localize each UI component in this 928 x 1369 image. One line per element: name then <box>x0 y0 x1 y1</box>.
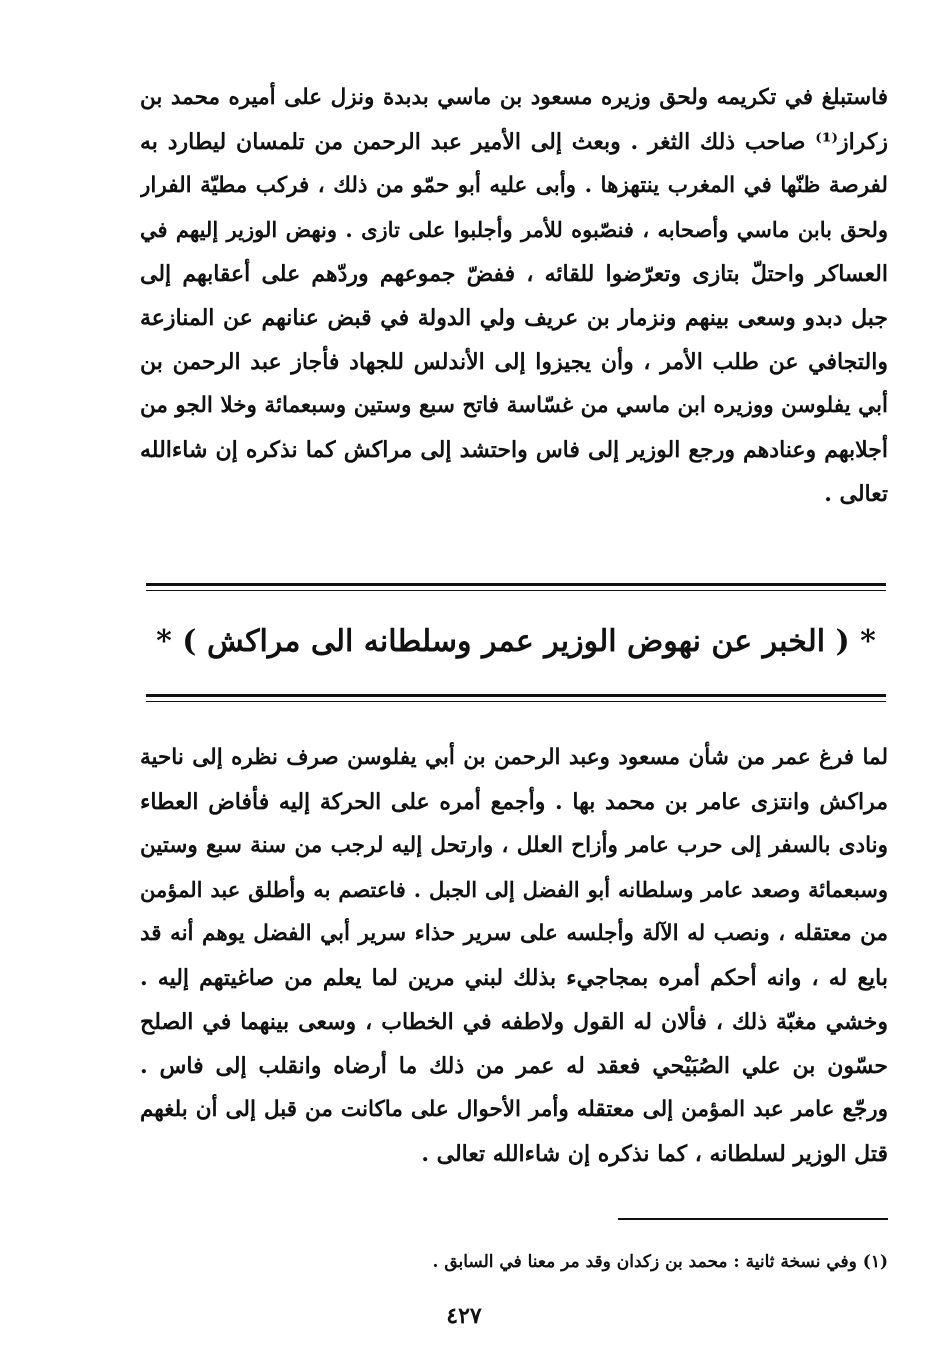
text-line: بايع له ، وانه أحكم أمره بمجاجيء بذلك لبني مرين لما يعلم من صاغيتهم إليه . <box>140 965 888 991</box>
text-line: ورجّع عامر عبد المؤمن إلى معتقله وأمر الأحوال على ماكانت من قبل إلى أن بلغهم <box>140 1097 888 1122</box>
footnote: (١) وفي نسخة ثانية : محمد بن زكدان وقد مر معنا في السابق . <box>432 1252 888 1272</box>
text-line: وخشي مغبّة ذلك ، فألان له القول ولاطفه في الخطاب ، وسعى بينهما في الصلح <box>140 1009 888 1035</box>
page-number: ٤٢٧ <box>446 1303 482 1329</box>
paragraph-1 <box>140 76 888 516</box>
text-line: والتجافي عن طلب الأمر ، وأن يجيزوا إلى الأندلس للجهاد فأجاز عبد الرحمن بن <box>140 349 888 375</box>
text-line: فاستبلغ في تكريمه ولحق وزيره مسعود بن ماسي بدبدة ونزل على أميره محمد بن <box>140 85 888 110</box>
footnote-rule <box>618 1218 888 1220</box>
text-line: ونادى بالسفر إلى حرب عامر وأزاح العلل ، وارتحل إليه لرجب من سنة سبع وستين <box>140 833 888 858</box>
text-line: لما فرغ عمر من شأن مسعود وعبد الرحمن بن أبي يفلوسن صرف نظره إلى ناحية <box>140 745 888 770</box>
heading-rule-top <box>146 583 886 591</box>
text-line: وسبعمائة وصعد عامر وسلطانه أبو الفضل إلى الجبل . فاعتصم به وأطلق عبد المؤمن <box>140 877 888 902</box>
heading-rule-bottom <box>146 694 886 702</box>
text-line: جبل دبدو وسعى بينهم ونزمار بن عريف ولي الدولة في قبض عنانهم عن المنازعة <box>140 305 888 331</box>
text-line: حسّون بن علي الصُبَيْحي فعقد له عمر من ذلك ما أرضاه وانقلب إلى فاس . <box>140 1053 888 1079</box>
text-line: تعالى . <box>824 481 888 507</box>
paragraph-2 <box>140 736 888 1176</box>
text-line: من معتقله ، ونصب له الآلة وأجلسه على سرير حذاء سرير أبي الفضل يوهم أنه قد <box>140 921 888 946</box>
section-heading: * ( الخبر عن نهوض الوزير عمر وسلطانه الى مراكش ) * <box>156 624 876 659</box>
text-line: زكراز⁽¹⁾ صاحب ذلك الثغر . وبعث إلى الأمير عبد الرحمن من تلمسان ليطارد به <box>140 129 888 155</box>
text-line: مراكش وانتزى عامر بن محمد بها . وأجمع أمره على الحركة إليه فأفاض العطاء <box>140 789 888 815</box>
text-line: ولحق بابن ماسي وأصحابه ، فنصّبوه للأمر وأجلبوا على تازى . ونهض الوزير إليهم في <box>140 217 888 242</box>
text-line: أجلابهم وعنادهم ورجع الوزير إلى فاس واحتشد إلى مراكش كما نذكره إن شاءالله <box>140 437 888 463</box>
text-line: أبي يفلوسن ووزيره ابن ماسي من غسّاسة فاتح سبع وستين وسبعمائة وخلا الجو من <box>140 393 888 418</box>
text-line: قتل الوزير لسلطانه ، كما نذكره إن شاءالله تعالى . <box>421 1141 888 1167</box>
text-line: العساكر واحتلّ بتازى وتعرّضوا للقائه ، ففضّ جموعهم وردّهم على أعقابهم إلى <box>140 261 888 287</box>
text-line: لفرصة ظنّها في المغرب ينتهزها . وأبى عليه أبو حمّو من ذلك ، فركب مطيّة الفرار <box>140 173 888 198</box>
